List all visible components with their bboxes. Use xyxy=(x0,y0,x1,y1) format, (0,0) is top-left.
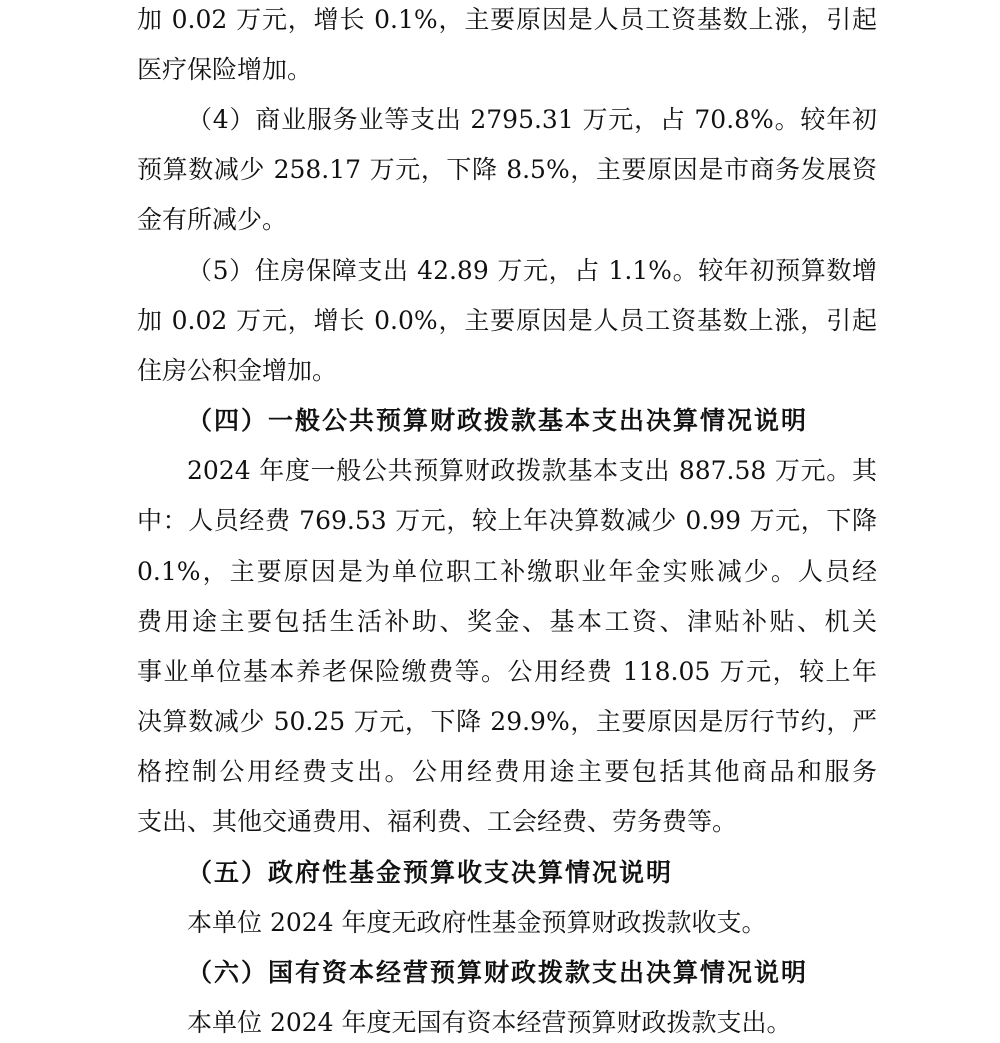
section-heading: （四）一般公共预算财政拨款基本支出决算情况说明 xyxy=(187,406,809,435)
text-line: 住房公积金增加。 xyxy=(137,356,338,385)
text-line: 加 0.02 万元，增长 0.0%，主要原因是人员工资基数上涨，引起 xyxy=(137,306,877,335)
text-line: 加 0.02 万元，增长 0.1%，主要原因是人员工资基数上涨，引起 xyxy=(137,5,877,34)
text-line: 中：人员经费 769.53 万元，较上年决算数减少 0.99 万元，下降 xyxy=(137,506,877,535)
text-line: 预算数减少 258.17 万元，下降 8.5%，主要原因是市商务发展资 xyxy=(137,155,877,184)
text-line: （4）商业服务业等支出 2795.31 万元，占 70.8%。较年初 xyxy=(187,105,877,134)
text-line: 事业单位基本养老保险缴费等。公用经费 118.05 万元，较上年 xyxy=(137,657,877,686)
text-line: 格控制公用经费支出。公用经费用途主要包括其他商品和服务 xyxy=(137,757,877,786)
section-heading: （五）政府性基金预算收支决算情况说明 xyxy=(187,858,674,887)
text-line: 医疗保险增加。 xyxy=(137,55,313,84)
text-line: 费用途主要包括生活补助、奖金、基本工资、津贴补贴、机关 xyxy=(137,607,877,636)
text-line: 0.1%，主要原因是为单位职工补缴职业年金实账减少。人员经 xyxy=(137,557,877,586)
text-line: 金有所减少。 xyxy=(137,205,288,234)
text-line: 本单位 2024 年度无国有资本经营预算财政拨款支出。 xyxy=(187,1008,792,1037)
text-line: 决算数减少 50.25 万元，下降 29.9%，主要原因是厉行节约，严 xyxy=(137,707,877,736)
text-line: 支出、其他交通费用、福利费、工会经费、劳务费等。 xyxy=(137,807,738,836)
text-line: 本单位 2024 年度无政府性基金预算财政拨款收支。 xyxy=(187,908,767,937)
text-line: （5）住房保障支出 42.89 万元，占 1.1%。较年初预算数增 xyxy=(187,256,877,285)
text-line: 2024 年度一般公共预算财政拨款基本支出 887.58 万元。其 xyxy=(187,456,877,485)
section-heading: （六）国有资本经营预算财政拨款支出决算情况说明 xyxy=(187,958,809,987)
